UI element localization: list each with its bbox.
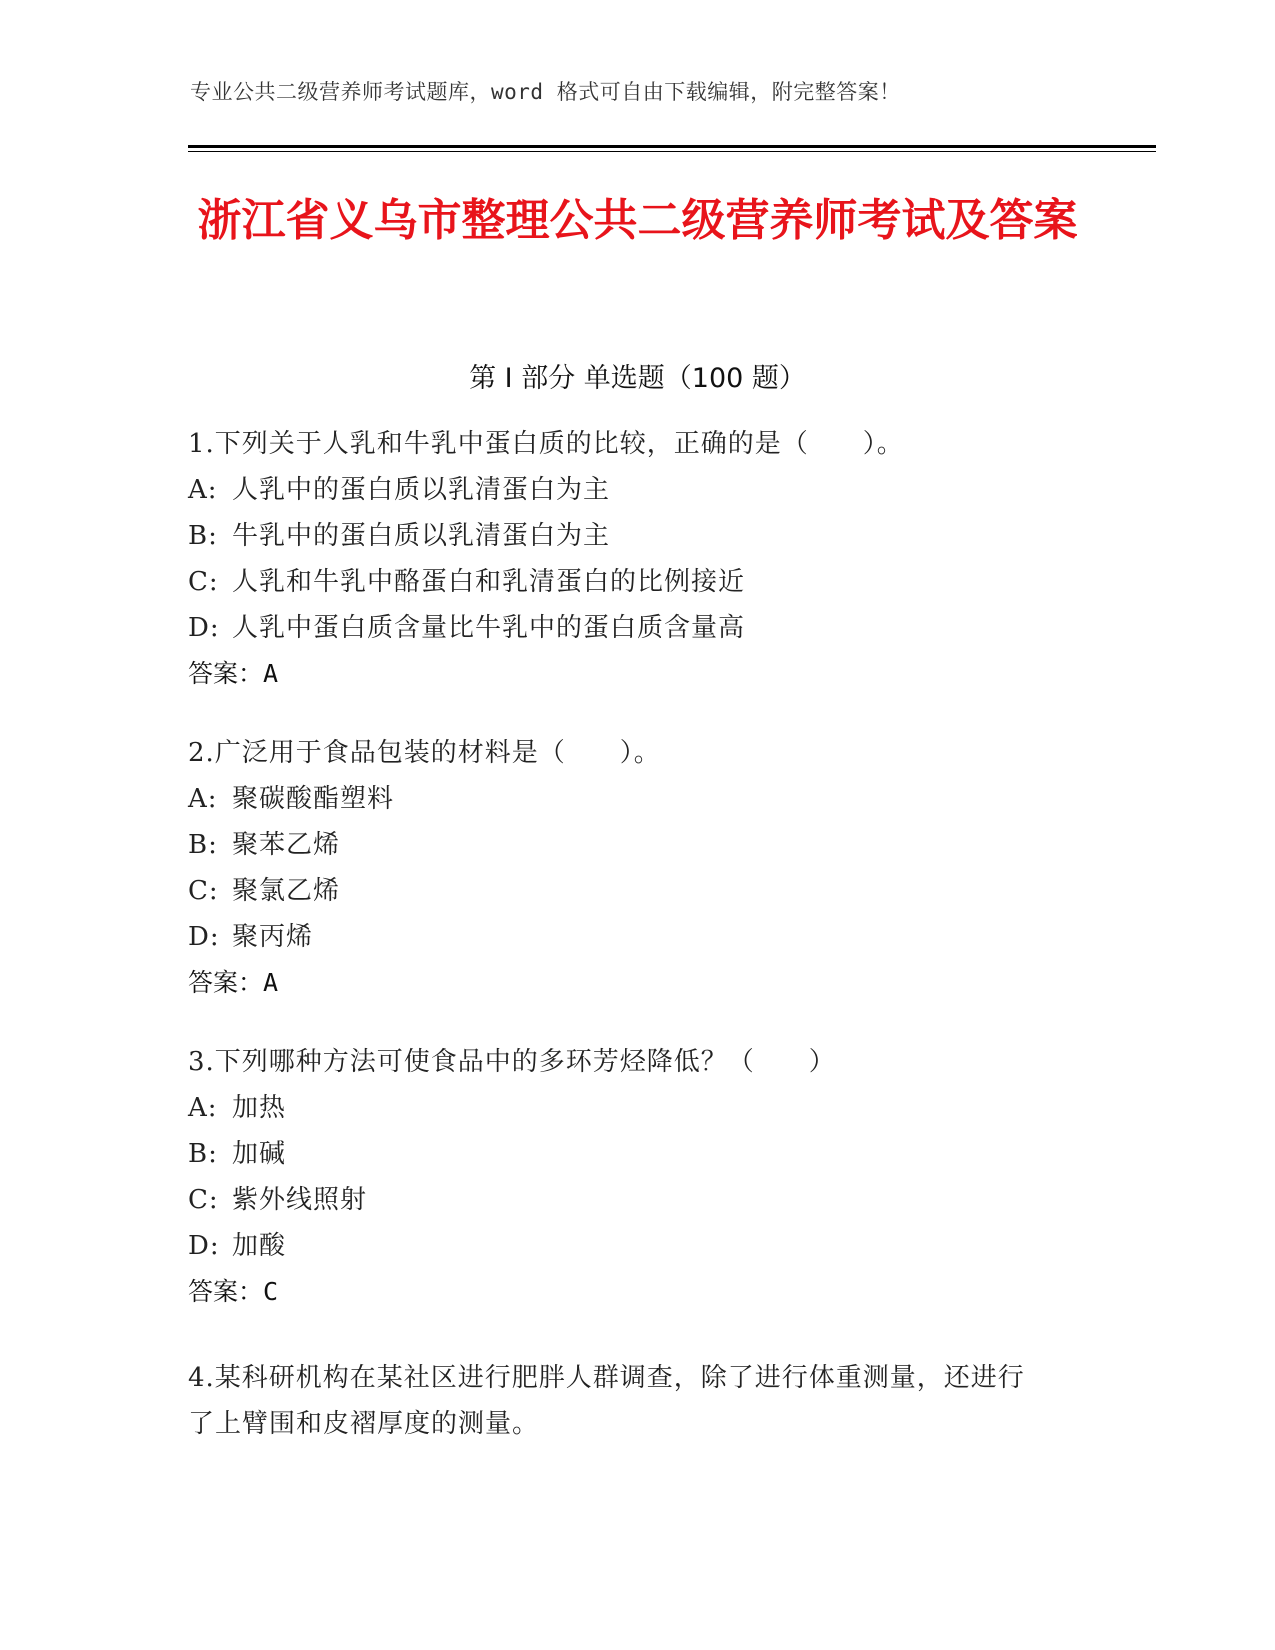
- answer-label: 答案：: [188, 659, 264, 688]
- question-stem: 2.广泛用于食品包装的材料是（ ）。: [188, 738, 661, 768]
- option-a: [188, 1085, 1068, 1131]
- option-letter: C:: [188, 876, 219, 906]
- document-title: 浙江省义乌市整理公共二级营养师考试及答案: [197, 195, 1078, 246]
- question-stem: 1.下列关于人乳和牛乳中蛋白质的比较，正确的是（ ）。: [188, 429, 904, 459]
- option-text: 聚氯乙烯: [232, 876, 341, 906]
- option-text: 加酸: [232, 1231, 287, 1261]
- answer-label: 答案：: [188, 1277, 264, 1306]
- option-d: [188, 605, 1068, 651]
- answer-line: [188, 1269, 1068, 1315]
- option-letter: D:: [188, 1231, 220, 1261]
- option-letter: D:: [188, 922, 220, 952]
- option-letter: B:: [188, 521, 218, 551]
- option-text: 人乳中的蛋白质以乳清蛋白为主: [232, 475, 611, 505]
- option-text: 聚苯乙烯: [232, 830, 341, 860]
- option-text: 聚碳酸酯塑料: [232, 784, 395, 814]
- option-text: 人乳和牛乳中酪蛋白和乳清蛋白的比例接近: [232, 567, 746, 597]
- answer-line: [188, 960, 1068, 1006]
- question-stem: 4.某科研机构在某社区进行肥胖人群调查，除了进行体重测量，还进行了上臂围和皮褶厚度的测量。: [188, 1363, 1025, 1439]
- option-letter: C:: [188, 1185, 219, 1215]
- option-letter: A:: [188, 475, 218, 505]
- question-stem: 3.下列哪种方法可使食品中的多环芳烃降低？（ ）: [188, 1047, 836, 1077]
- option-d: [188, 914, 1068, 960]
- header-rule-thick: [188, 145, 1156, 148]
- header-note: 专业公共二级营养师考试题库，word 格式可自由下载编辑，附完整答案！: [190, 80, 901, 104]
- option-letter: A:: [188, 784, 218, 814]
- option-text: 聚丙烯: [232, 922, 314, 952]
- option-a: [188, 776, 1068, 822]
- option-text: 牛乳中的蛋白质以乳清蛋白为主: [232, 521, 611, 551]
- option-text: 加碱: [232, 1139, 287, 1169]
- question-2: [188, 730, 1068, 1006]
- question-3: [188, 1039, 1068, 1315]
- answer-line: [188, 651, 1068, 697]
- option-c: [188, 868, 1068, 914]
- option-b: [188, 1131, 1068, 1177]
- section-title: 第 I 部分 单选题（100 题）: [469, 363, 806, 394]
- option-letter: A:: [188, 1093, 218, 1123]
- option-text: 人乳中蛋白质含量比牛乳中的蛋白质含量高: [232, 613, 746, 643]
- answer-value: C: [263, 1277, 279, 1306]
- answer-value: A: [263, 968, 279, 997]
- option-text: 紫外线照射: [232, 1185, 368, 1215]
- option-b: [188, 822, 1068, 868]
- option-c: [188, 559, 1068, 605]
- option-b: [188, 513, 1068, 559]
- header-rule-thin: [188, 151, 1156, 152]
- question-4: [188, 1355, 1048, 1447]
- option-letter: D:: [188, 613, 220, 643]
- question-1: [188, 421, 1068, 697]
- option-a: [188, 467, 1068, 513]
- answer-value: A: [263, 659, 279, 688]
- option-d: [188, 1223, 1068, 1269]
- option-c: [188, 1177, 1068, 1223]
- option-text: 加热: [232, 1093, 287, 1123]
- option-letter: C:: [188, 567, 219, 597]
- option-letter: B:: [188, 830, 218, 860]
- answer-label: 答案：: [188, 968, 264, 997]
- option-letter: B:: [188, 1139, 218, 1169]
